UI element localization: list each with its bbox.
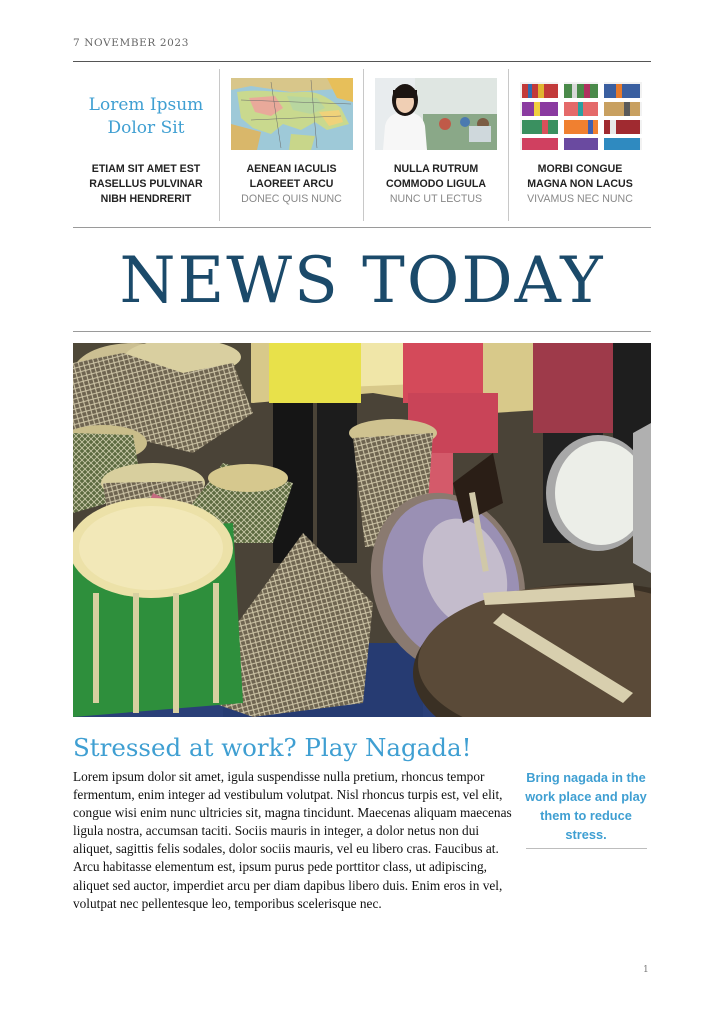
article-headline: Stressed at work? Play Nagada! [73,733,472,762]
teaser-lead-text: ETIAM SIT AMET EST RASELLUS PULVINAR NIBH HENDRERIT [89,163,203,205]
teaser-item-text: MORBI CONGUE MAGNA NON LACUS VIVAMUS NEC NUNC [527,163,633,205]
article-body: Lorem ipsum dolor sit amet, igula suspendisse nulla pretium, rhoncus tempor fermentum, enim integer ad vestibulum volutpat. Nisl rhoncus turpis est, vel elit, congue wisi enim nunc ultricies sit, magna tincidunt. Maecenas aliquam maecenas ligula nostra, accumsan taciti. Sociis mauris in integer, a dolor netus non dui aliquet, sagittis felis sodales, dolor sociis mauris, vel eu libero cras. Faucibus at. Arcu habitasse elementum est, ipsum purus pede porttitor class, ut adipiscing, aliquet sed auctor, imperdiet arcu per diam dapibus libero duis. Enim eros in vel, volutpat nec pellentesque leo, temporibus scelerisque nec. [73,769,512,911]
issue-date: 7 NOVEMBER 2023 [73,37,189,49]
nagada-drums-photo [73,343,651,717]
page-number: 1 [643,965,649,975]
teaser-item[interactable] [508,69,651,221]
pullquote-rule [526,848,647,849]
masthead-title: NEWS TODAY [119,244,605,318]
office-woman-photo[interactable] [375,78,497,150]
bookshelf-photo[interactable] [520,78,642,150]
world-map-photo[interactable] [231,78,353,150]
teaser-item[interactable] [219,69,363,221]
teaser-item[interactable] [363,69,508,221]
teaser-item-text: NULLA RUTRUM COMMODO LIGULA NUNC UT LECTUS [385,163,487,205]
masthead-bottom-rule [73,331,651,332]
masthead-top-rule [73,227,651,228]
teaser-item-text: AENEAN IACULIS LAOREET ARCU DONEC QUIS NUNC [241,163,342,205]
teaser-lead-title: Lorem Ipsum Dolor Sit [88,95,204,138]
top-divider [73,61,651,62]
teaser-strip [73,69,651,221]
teaser-lead[interactable] [73,69,219,221]
article-pullquote: Bring nagada in the work place and play them to reduce stress. [525,770,647,842]
